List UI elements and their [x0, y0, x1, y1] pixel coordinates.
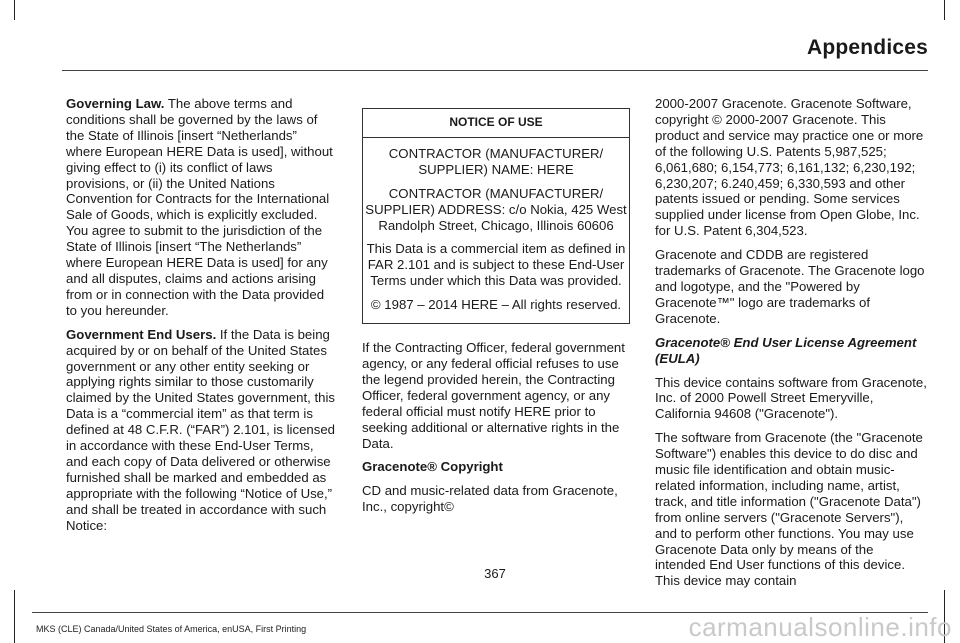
lead-governing-law: Governing Law. [66, 96, 165, 111]
paragraph-gracenote-patents: 2000-2007 Gracenote. Gracenote Software, copyright © 2000-2007 Gracenote. This product and service may practice one or more of the following U.S. Patents 5,987,525; 6,061,680; 6,154,773; 6,161,132; 6,230,192; 6,230,207; 6.240,459; 6,330,593 and other patents issued or pending. Some services supplied under license from Open Globe, Inc. for U.S. Patent 6,304,523. [655, 96, 924, 239]
crop-mark-bottom-left [14, 590, 15, 643]
page-number: 367 [484, 566, 506, 581]
heading-gracenote-copyright: Gracenote® Copyright [362, 459, 503, 475]
crop-mark-top-right [944, 0, 945, 20]
paragraph-gracenote-device: This device contains software from Gracenote, Inc. of 2000 Powell Street Emeryville, California 94608 ("Gracenote"). [655, 374, 927, 422]
page-title: Appendices [806, 36, 928, 59]
notice-body [363, 138, 629, 323]
notice-of-use-box [362, 108, 630, 324]
paragraph-gracenote-cd: CD and music-related data from Gracenote, Inc., copyright© [362, 483, 618, 515]
notice-copyright: © 1987 – 2014 HERE – All rights reserved. [370, 297, 622, 313]
notice-contractor-address: CONTRACTOR (MANUFACTURER/ SUPPLIER) ADDRESS: c/o Nokia, 425 West Randolph Street, Chicago, Illinois 60606 [365, 185, 627, 233]
text-governing-law: The above terms and conditions shall be governed by the laws of the State of Illinois [insert “Netherlands” where European HERE Data is used], without giving effect to (i) its conflict of laws provisions, or (ii) the United Nations Convention for Contracts for the International Sale of Goods, which is explicitly excluded. You agree to submit to the jurisdiction of the State of Illinois [insert “The Netherlands” where European HERE Data is used] for any and all disputes, claims and actions arising from or in connection with the Data provided to you hereunder. [66, 96, 333, 318]
crop-mark-top-left [14, 0, 15, 20]
paragraph-government-end-users [66, 327, 336, 534]
column-left [66, 96, 336, 541]
heading-gracenote-eula: Gracenote® End User License Agreement (EULA) [655, 334, 917, 366]
notice-contractor-name: CONTRACTOR (MANUFACTURER/ SUPPLIER) NAME: HERE [388, 145, 604, 177]
column-middle [362, 96, 630, 523]
paragraph-governing-law [66, 96, 336, 319]
watermark: carmanualsonline.info [688, 612, 952, 642]
text-government-end-users: If the Data is being acquired by or on behalf of the United States government or any other entity seeking or applying rights similar to those customarily claimed by the United States government, this Data is a “commercial item” as that term is defined at 48 C.F.R. (“FAR”) 2.101, is licensed in accordance with these End-User Terms, and each copy of Data delivered or otherwise furnished shall be marked and embedded as appropriate with the following “Notice of Use,” and shall be treated in accordance with such Notice: [66, 326, 336, 533]
paragraph-contracting-officer: If the Contracting Officer, federal government agency, or any federal official refuses to use the legend provided herein, the Contracting Officer, federal government agency, or any federal official must notify HERE prior to seeking additional or alternative rights in the Data. [362, 340, 625, 451]
header-rule [62, 70, 928, 71]
paragraph-gracenote-trademarks: Gracenote and CDDB are registered trademarks of Gracenote. The Gracenote logo and logotype, and the "Powered by Gracenote™" logo are trademarks of Gracenote. [655, 247, 925, 326]
lead-government-end-users: Government End Users. [66, 326, 217, 342]
paragraph-gracenote-software: The software from Gracenote (the "Gracenote Software") enables this device to do disc and music file identification and obtain music-related information, including name, artist, track, and title information ("Gracenote Data") from online servers ("Gracenote Servers"), and to perform other functions. You may use Gracenote Data only by means of the intended End User functions of this device. This device may contain [655, 430, 923, 589]
printing-info: MKS (CLE) Canada/United States of America, enUSA, First Printing [36, 624, 307, 634]
notice-commercial-item: This Data is a commercial item as defined in FAR 2.101 and is subject to these End-User Terms under which this Data was provided. [366, 241, 626, 289]
column-right [655, 96, 927, 597]
notice-title: NOTICE OF USE [363, 109, 629, 138]
